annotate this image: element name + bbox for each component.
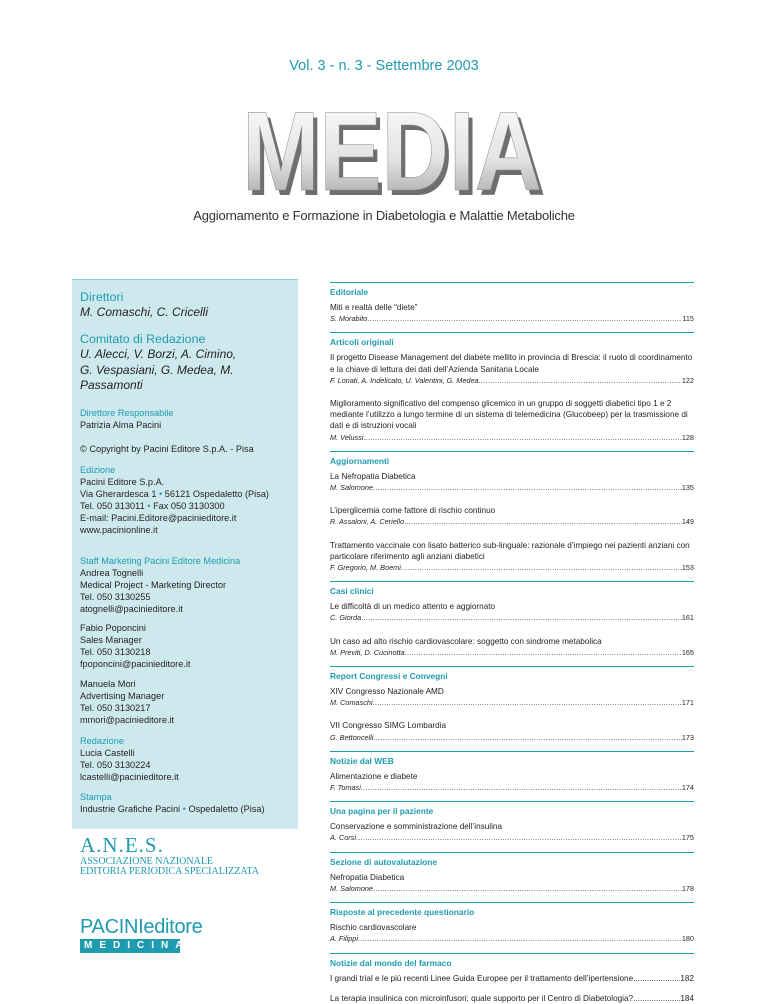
- edizione-email[interactable]: E-mail: Pacini.Editore@pacinieditore.it: [80, 513, 237, 523]
- anes-logo: A.N.E.S.: [80, 833, 164, 857]
- toc-entry[interactable]: [330, 540, 694, 574]
- entry-authors-line: [330, 732, 694, 743]
- entry-page: 178: [681, 883, 694, 893]
- toc-section: [330, 581, 694, 658]
- leader-dots: [361, 782, 682, 793]
- entry-title: VII Congresso SIMG Lombardia: [330, 721, 447, 731]
- comitato-names-2: G. Vespasiani, G. Medea, M. Passamonti: [80, 362, 234, 392]
- leader-dots: [363, 432, 681, 443]
- edizione-name: Pacini Editore S.p.A.: [80, 477, 165, 487]
- staff1-tel: Tel. 050 3130255: [80, 592, 151, 602]
- toc-section: [330, 801, 694, 843]
- section-title: Articoli originali: [330, 337, 394, 348]
- toc-entry[interactable]: [330, 973, 694, 984]
- toc-entry[interactable]: [330, 471, 694, 493]
- entry-authors-line: [330, 647, 694, 658]
- entry-title: La terapia insulinica con microinfusori: quale supporto per il Centro di Diabetologia?: [330, 993, 634, 1003]
- staff3-tel: Tel. 050 3130217: [80, 703, 151, 713]
- entry-title: Alimentazione e diabete: [330, 771, 418, 781]
- toc-section: [330, 666, 694, 743]
- entry-title: Rischio cardiovascolare: [330, 923, 417, 933]
- leader-dots: [633, 993, 680, 1004]
- entry-title: Le difficoltà di un medico attento e aggiornato: [330, 602, 496, 612]
- responsabile-name: Patrizia Alma Pacini: [80, 420, 162, 430]
- section-title: Editoriale: [330, 287, 369, 297]
- comitato-block: [80, 332, 294, 394]
- logo-text: MEDIA: [242, 89, 542, 200]
- toc-section: [330, 902, 694, 944]
- entry-title: Il progetto Disease Management del diabete mellito in provincia di Brescia: il ruolo di coordinamento e la chiave di lettura dei dati dell’Azienda Sanitaria Locale: [330, 353, 693, 374]
- entry-authors-line: [330, 933, 694, 944]
- entry-title: Miglioramento significativo del compenso glicemico in un gruppo di soggetti diabetici tipo 1 e 2 mediante l’utilizzo a lungo termine di un sistema di telemedicina (Glucobeep) per la trasmissione di dati e di istruzioni vocali: [330, 399, 688, 431]
- toc-entry[interactable]: [330, 771, 694, 793]
- section-title: Notizie dal WEB: [330, 755, 394, 766]
- entry-authors: S. Morabito: [330, 314, 368, 324]
- redazione-name: Lucia Castelli: [80, 748, 135, 758]
- journal-subtitle: Aggiornamento e Formazione in Diabetologia e Malattie Metaboliche: [193, 208, 575, 223]
- toc-section: [330, 451, 694, 573]
- entry-authors: C. Giorda: [330, 613, 362, 623]
- responsabile-label: Direttore Responsabile: [80, 408, 174, 418]
- section-title: Notizie dal mondo del farmaco: [330, 957, 452, 968]
- comitato-label: Comitato di Redazione: [80, 332, 206, 346]
- toc-entry[interactable]: [330, 993, 694, 1004]
- toc-entry[interactable]: [330, 686, 694, 708]
- entry-authors: G. Bettoncelli: [330, 732, 374, 742]
- toc-entry[interactable]: [330, 922, 694, 944]
- entry-page: 115: [682, 314, 694, 324]
- staff2-name: Fabio Poponcini: [80, 623, 146, 633]
- entry-page: 161: [681, 613, 694, 623]
- stampa-printer: Industrie Grafiche Pacini • Ospedaletto (Pisa): [80, 804, 265, 814]
- toc-section: [330, 751, 694, 793]
- edizione-label: Edizione: [80, 465, 116, 475]
- entry-page: 175: [681, 833, 694, 843]
- staff3-name: Manuela Mori: [80, 679, 136, 689]
- entry-authors-line: [330, 697, 694, 708]
- direttori-names: M. Comaschi, C. Cricelli: [80, 305, 209, 319]
- media-logo: [230, 84, 550, 200]
- staff3-role: Advertising Manager: [80, 691, 165, 701]
- staff2-block: [80, 622, 294, 670]
- entry-page: 149: [681, 517, 694, 527]
- entry-authors: A. Corsi: [330, 833, 356, 843]
- entry-authors: M. Salomone: [330, 483, 373, 493]
- entry-page: 128: [681, 432, 694, 442]
- leader-dots: [367, 313, 682, 324]
- pacini-logo: PACINIeditore: [80, 916, 203, 938]
- leader-dots: [361, 612, 682, 623]
- entry-authors-line: [330, 883, 694, 894]
- logo-shadow: MEDIA: [246, 94, 546, 200]
- entry-authors-line: [330, 313, 694, 324]
- leader-dots: [405, 647, 682, 658]
- toc-entry[interactable]: [330, 636, 694, 658]
- entry-page: 184: [680, 993, 694, 1003]
- entry-page: 135: [681, 483, 694, 493]
- entry-title: Miti e realtà delle “diete”: [330, 303, 418, 312]
- leader-dots: [358, 933, 682, 944]
- section-title: Aggiornamenti: [330, 455, 390, 466]
- staff2-tel: Tel. 050 3130218: [80, 647, 151, 657]
- issue-line: Vol. 3 - n. 3 - Settembre 2003: [289, 58, 479, 74]
- table-of-contents: [330, 282, 694, 1004]
- edizione-phone: Tel. 050 313011 • Fax 050 3130300: [80, 501, 225, 511]
- section-title: Report Congressi e Convegni: [330, 671, 448, 682]
- toc-section: [330, 953, 694, 1004]
- direttori-label: Direttori: [80, 290, 124, 304]
- toc-entry[interactable]: [330, 601, 694, 623]
- entry-authors: A. Filippi: [330, 934, 358, 944]
- entry-authors-line: [330, 782, 694, 793]
- pacini-medicina-bar: MEDICINA: [80, 939, 180, 953]
- entry-authors-line: [330, 612, 694, 623]
- leader-dots: [404, 516, 682, 527]
- toc-entry[interactable]: [330, 352, 694, 386]
- toc-entry[interactable]: [330, 720, 694, 742]
- stampa-label: Stampa: [80, 792, 112, 802]
- entry-title: La Nefropatia Diabetica: [330, 471, 416, 481]
- entry-page: 122: [681, 375, 694, 385]
- entry-page: 182: [680, 973, 694, 983]
- staff3-email[interactable]: mmori@pacinieditore.it: [80, 715, 175, 725]
- entry-page: 153: [681, 563, 694, 573]
- leader-dots: [633, 973, 680, 984]
- staff3-block: [80, 678, 294, 726]
- edizione-website[interactable]: www.pacinionline.it: [80, 525, 158, 535]
- redazione-email[interactable]: lcastelli@pacinieditore.it: [80, 772, 179, 782]
- entry-authors: M. Salomone: [330, 883, 373, 893]
- entry-title: Nefropatia Diabetica: [330, 872, 405, 882]
- entry-authors: M. Comaschi: [330, 698, 373, 708]
- entry-authors: F. Gregorio, M. Boemi: [330, 563, 401, 573]
- entry-title: XIV Congresso Nazionale AMD: [330, 687, 444, 697]
- entry-title: L’iperglicemia come fattore di rischio continuo: [330, 506, 496, 516]
- entry-authors-line: [330, 562, 694, 573]
- entry-authors-line: [330, 375, 694, 386]
- staff1-name: Andrea Tognelli: [80, 568, 144, 578]
- leader-dots: [373, 883, 682, 894]
- entry-title: Un caso ad alto rischio cardiovascolare: soggetto con sindrome metabolica: [330, 636, 602, 646]
- staff-label: Staff Marketing Pacini Editore Medicina: [80, 556, 241, 566]
- anes-subtitle: ASSOCIAZIONE NAZIONALE EDITORIA PERIODICA SPECIALIZZATA: [80, 856, 260, 877]
- copyright: © Copyright by Pacini Editore S.p.A. - Pisa: [80, 444, 254, 454]
- staff1-role: Medical Project - Marketing Director: [80, 580, 227, 590]
- leader-dots: [356, 832, 682, 843]
- entry-authors: F. Lonati, A. Indelicato, U. Valentini, G. Medea: [330, 375, 479, 385]
- entry-page: 173: [681, 732, 694, 742]
- toc-section: [330, 282, 694, 324]
- leader-dots: [373, 697, 682, 708]
- toc-entry[interactable]: [330, 821, 694, 843]
- toc-section: [330, 852, 694, 894]
- leader-dots: [401, 562, 682, 573]
- masthead-panel: [72, 279, 298, 829]
- entry-authors: F. Tomasi: [330, 783, 361, 793]
- entry-authors: R. Assaloni, A. Ceriello: [330, 517, 405, 527]
- section-title: Una pagina per il paziente: [330, 806, 434, 817]
- toc-entry[interactable]: [330, 398, 694, 443]
- entry-page: 171: [681, 698, 694, 708]
- staff1-email[interactable]: atognelli@pacinieditore.it: [80, 604, 183, 614]
- leader-dots: [373, 732, 681, 743]
- leader-dots: [373, 482, 682, 493]
- entry-title: I grandi trial e le più recenti Linee Guida Europee per il trattamento dell’ipertensione: [330, 973, 634, 983]
- edizione-block: [80, 464, 294, 536]
- redazione-tel: Tel. 050 3130224: [80, 760, 151, 770]
- staff-block: [80, 555, 294, 615]
- toc-entry[interactable]: [330, 872, 694, 894]
- entry-authors: M. Previti, D. Cucinotta: [330, 647, 405, 657]
- entry-page: 165: [681, 647, 694, 657]
- leader-dots: [479, 375, 682, 386]
- entry-title: Conservazione e somministrazione dell’insulina: [330, 822, 503, 832]
- stampa-block: [80, 791, 294, 815]
- staff2-role: Sales Manager: [80, 635, 142, 645]
- entry-authors-line: [330, 432, 694, 443]
- comitato-names-1: U. Alecci, V. Borzi, A. Cimino,: [80, 347, 237, 361]
- section-title: Casi clinici: [330, 586, 374, 597]
- responsabile-block: [80, 407, 294, 431]
- entry-authors: M. Velussi: [330, 432, 364, 442]
- section-title: Sezione di autovalutazione: [330, 856, 438, 867]
- entry-title: Trattamento vaccinale con lisato batterico sub-linguale: razionale d’impiego nei pazienti anziani con particolare riferimento agli anziani diabetici: [330, 540, 690, 561]
- entry-page: 180: [681, 934, 694, 944]
- staff2-email[interactable]: fpoponcini@pacinieditore.it: [80, 659, 191, 669]
- entry-authors-line: [330, 516, 694, 527]
- entry-authors-line: [330, 482, 694, 493]
- edizione-address: Via Gherardesca 1 • 56121 Ospedaletto (Pisa): [80, 489, 269, 499]
- toc-entry[interactable]: [330, 302, 694, 324]
- toc-entry[interactable]: [330, 505, 694, 527]
- redazione-label: Redazione: [80, 736, 124, 746]
- section-title: Risposte al precedente questionario: [330, 907, 475, 918]
- direttori-block: [80, 290, 294, 321]
- entry-page: 174: [681, 783, 694, 793]
- entry-authors-line: [330, 832, 694, 843]
- toc-section: [330, 332, 694, 442]
- redazione-block: [80, 735, 294, 783]
